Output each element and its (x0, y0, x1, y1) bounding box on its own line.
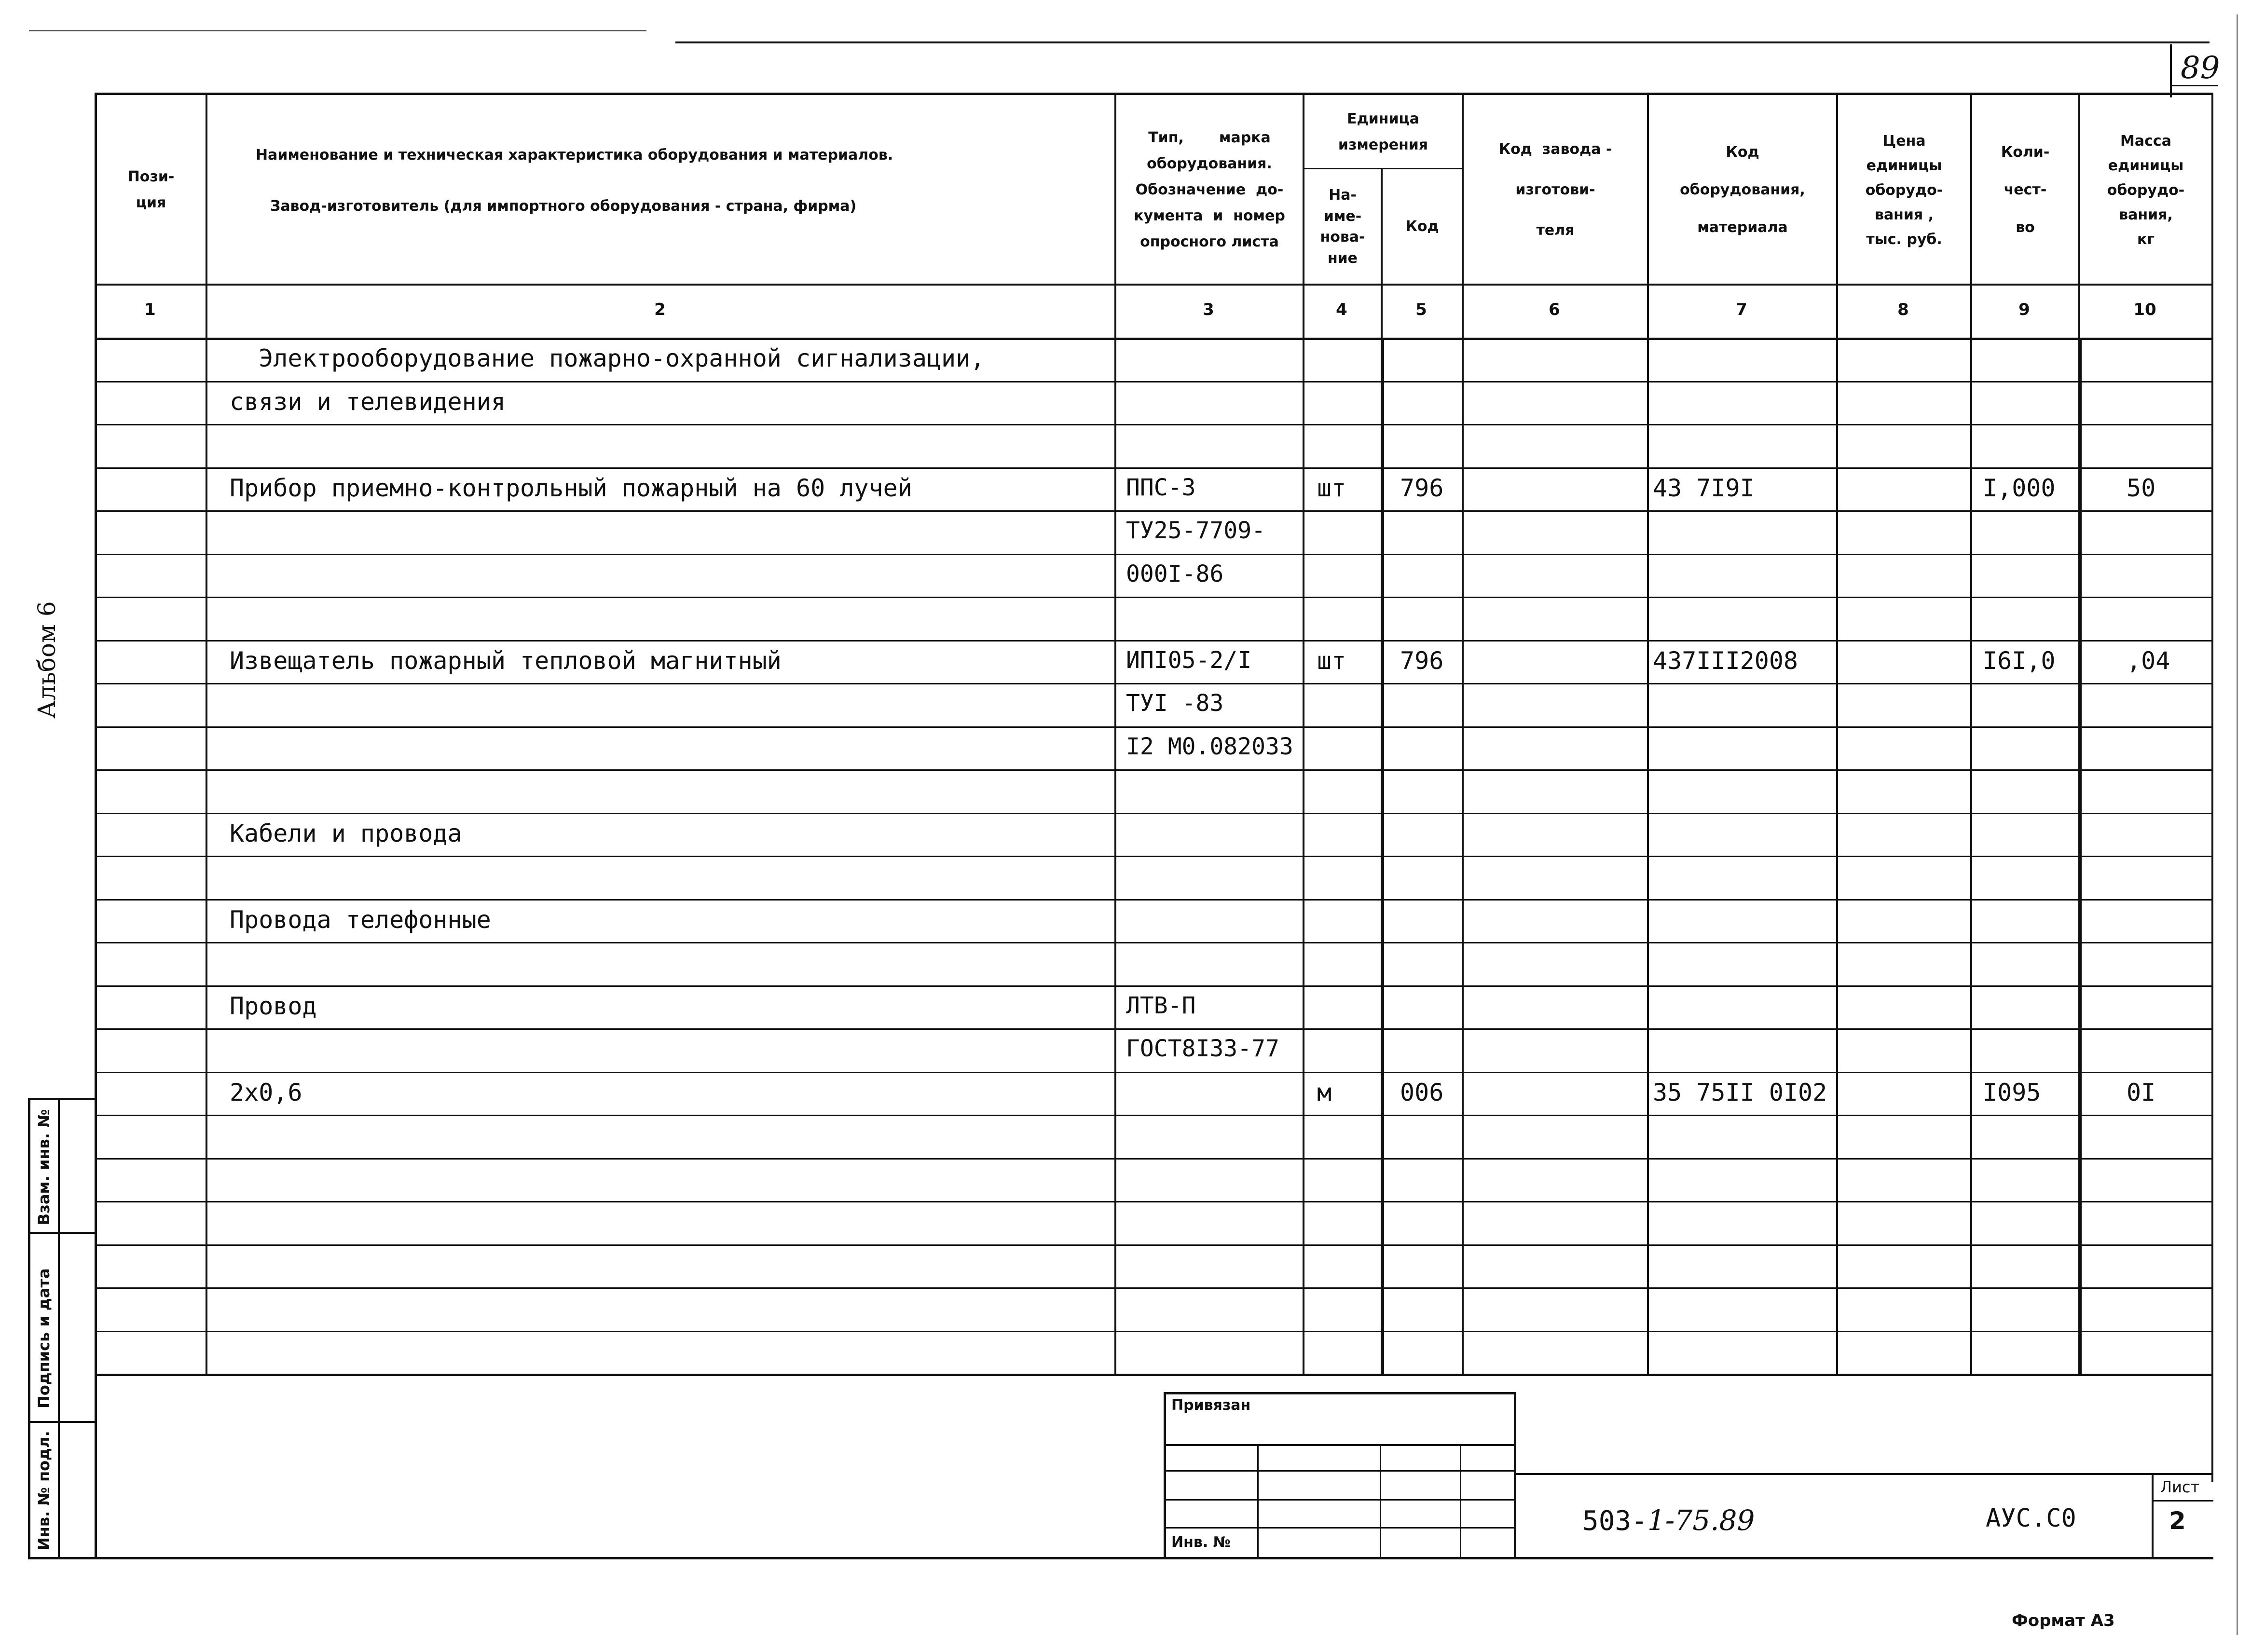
table-cell-c3: I2 М0.082033 (1126, 733, 1293, 760)
table-cell-c2: 2x0,6 (230, 1078, 302, 1106)
header-equipment-code: Код оборудования, материала (1680, 144, 1805, 236)
table-cell-c7: 437III2008 (1653, 646, 1798, 675)
header-unit-name: На- име- нова- ние (1320, 187, 1365, 267)
vzam-inv-label: Взам. инв. № (35, 1109, 53, 1225)
document-code (1582, 1504, 1755, 1537)
header-price: Цена единицы оборудо- вания , тыс. руб. (1865, 132, 1943, 248)
table-cell-c2: связи и телевидения (230, 387, 506, 416)
header-position: Пози- ция (127, 168, 175, 211)
table-cell-c2: Провод (230, 992, 317, 1020)
table-cell-c5: 006 (1400, 1078, 1444, 1106)
header-mass: Масса единицы оборудо- вания, кг (2107, 132, 2185, 248)
header-type: Тип, марка оборудования. Обозначение до- кумента и номер опросного листа (1134, 129, 1285, 250)
header-unit-group: Единица измерения (1338, 110, 1428, 153)
header-name-line1: Нaименование и техническая характеристика оборудования и материалов. (256, 147, 893, 164)
sheet-value: 2 (2169, 1507, 2186, 1535)
column-number: 1 (144, 300, 156, 319)
table-cell-c3: ППС-3 (1126, 474, 1196, 501)
column-number: 5 (1415, 300, 1427, 319)
handwritten-sheet-number: 89 (2181, 50, 2220, 86)
column-number: 8 (1897, 300, 1909, 319)
table-cell-c5: 796 (1400, 474, 1444, 502)
column-number: 2 (654, 300, 666, 319)
table-cell-c5: 796 (1400, 646, 1444, 675)
document-mark: АУС.С0 (1986, 1504, 2076, 1533)
column-number: 6 (1549, 300, 1560, 319)
table-cell-c3: 000I-86 (1126, 560, 1224, 587)
table-cell-c4: м (1317, 1078, 1332, 1106)
table-cell-c3: ГОСТ8I33-77 (1126, 1035, 1279, 1062)
table-cell-c2: Кабели и провода (230, 819, 462, 847)
table-cell-c10: 0I (2127, 1078, 2156, 1106)
table-cell-c3: ЛТВ-П (1126, 992, 1196, 1019)
table-cell-c4: шт (1317, 474, 1346, 502)
inv-podl-label: Инв. № подл. (35, 1431, 53, 1550)
header-unit-code: Код (1405, 218, 1439, 235)
table-cell-c2: Провода телефонные (230, 905, 491, 934)
sheet-label: Лист (2160, 1478, 2200, 1496)
header-quantity: Коли- чест- во (2001, 144, 2050, 236)
table-cell-c3: ИПI05-2/I (1126, 646, 1252, 674)
header-name-line2: Завод-изготовитель (для импортного оборудования - страна, фирма) (270, 198, 857, 215)
column-number: 9 (2018, 300, 2030, 319)
column-number: 10 (2133, 300, 2156, 319)
table-cell-c3: ТУI -83 (1126, 690, 1224, 717)
table-cell-c4: шт (1317, 646, 1346, 675)
podpis-data-label: Подпись и дата (35, 1268, 53, 1408)
album-label: Альбом 6 (33, 601, 61, 719)
table-cell-c2: Извещатель пожарный тепловой магнитный (230, 646, 782, 675)
column-number: 4 (1336, 300, 1347, 319)
table-cell-c9: I6I,0 (1983, 646, 2056, 675)
table-cell-c10: 50 (2127, 474, 2156, 502)
header-maker-code: Код завода - изготови- теля (1498, 141, 1612, 239)
inv-no-label: Инв. № (1171, 1534, 1231, 1551)
table-cell-c9: I,000 (1983, 474, 2056, 502)
table-cell-c3: ТУ25-7709- (1126, 517, 1265, 544)
table-cell-c7: 35 75II 0I02 (1653, 1078, 1827, 1106)
table-cell-c2: Электрооборудование пожарно-охранной сигнализации, (230, 344, 985, 372)
header-name (207, 96, 1114, 284)
table-cell-c7: 43 7I9I (1653, 474, 1755, 502)
format-label: Формат А3 (2012, 1611, 2115, 1630)
document-code-handwritten: 1-75.89 (1647, 1504, 1755, 1537)
table-cell-c10: ,04 (2127, 646, 2170, 675)
column-number: 7 (1736, 300, 1747, 319)
table-cell-c2: Прибор приемно-контрольный пожарный на 60 лучей (230, 474, 912, 502)
column-number: 3 (1203, 300, 1214, 319)
document-code-printed: 503- (1582, 1505, 1647, 1537)
table-cell-c9: I095 (1983, 1078, 2041, 1106)
privyazan-label: Привязан (1171, 1397, 1251, 1414)
